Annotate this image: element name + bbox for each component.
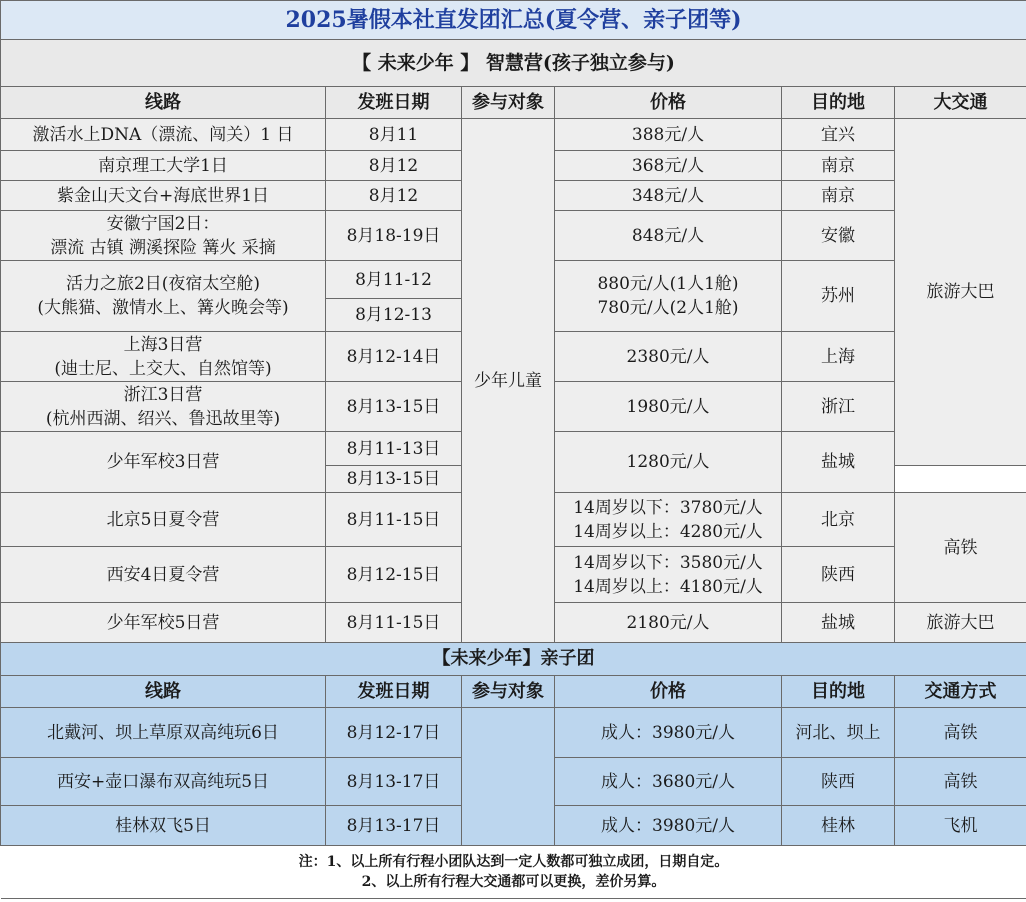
price-cell: 2180元/人 bbox=[555, 603, 782, 643]
route-cell: 桂林双飞5日 bbox=[1, 806, 326, 846]
route-line: 浙江3日营 bbox=[123, 384, 203, 405]
price-line: 880元/人(1人1舱) bbox=[597, 274, 739, 294]
date-cell: 8月13-15日 bbox=[326, 466, 462, 493]
transport-cell: 高铁 bbox=[895, 758, 1026, 806]
date-cell: 8月12 bbox=[326, 181, 462, 211]
price-cell: 1280元/人 bbox=[555, 432, 782, 493]
destination-cell: 桂林 bbox=[782, 806, 895, 846]
route-cell bbox=[1, 382, 326, 432]
route-line: 漂流 古镇 溯溪探险 篝火 采摘 bbox=[50, 237, 276, 258]
transport-cell: 旅游大巴 bbox=[895, 603, 1026, 643]
header-destination: 目的地 bbox=[782, 676, 895, 708]
price-cell bbox=[555, 261, 782, 332]
route-cell: 少年军校5日营 bbox=[1, 603, 326, 643]
destination-cell: 上海 bbox=[782, 332, 895, 382]
note-line: 注：1、以上所有行程小团队达到一定人数都可独立成团，日期自定。 bbox=[298, 854, 729, 870]
route-cell: 南京理工大学1日 bbox=[1, 151, 326, 181]
date-cell: 8月12-15日 bbox=[326, 547, 462, 603]
header-transport: 大交通 bbox=[895, 87, 1026, 119]
route-line: 上海3日营 bbox=[123, 334, 203, 355]
route-cell bbox=[1, 332, 326, 382]
route-cell: 西安+壶口瀑布双高纯玩5日 bbox=[1, 758, 326, 806]
transport-cell: 高铁 bbox=[895, 493, 1026, 603]
header-dates: 发班日期 bbox=[326, 87, 462, 119]
table-row bbox=[1, 119, 1026, 151]
date-cell: 8月13-17日 bbox=[326, 758, 462, 806]
price-line: 14周岁以上：4180元/人 bbox=[573, 576, 763, 597]
route-cell bbox=[1, 261, 326, 332]
section2-header-row bbox=[1, 676, 1026, 708]
route-line: 安徽宁国2日： bbox=[106, 213, 220, 234]
destination-cell: 盐城 bbox=[782, 432, 895, 493]
date-cell: 8月13-17日 bbox=[326, 806, 462, 846]
route-cell: 西安4日夏令营 bbox=[1, 547, 326, 603]
price-cell: 848元/人 bbox=[555, 211, 782, 261]
notes bbox=[1, 846, 1026, 899]
date-cell: 8月12 bbox=[326, 151, 462, 181]
date-cell: 8月11-15日 bbox=[326, 603, 462, 643]
route-line: (大熊猫、激情水上、篝火晚会等) bbox=[37, 298, 289, 318]
section2-heading: 【未来少年】亲子团 bbox=[1, 643, 1026, 676]
destination-cell: 陕西 bbox=[782, 547, 895, 603]
destination-cell: 浙江 bbox=[782, 382, 895, 432]
price-cell: 368元/人 bbox=[555, 151, 782, 181]
transport-cell: 高铁 bbox=[895, 708, 1026, 758]
route-line: (杭州西湖、绍兴、鲁迅故里等) bbox=[45, 408, 281, 429]
date-cell: 8月12-14日 bbox=[326, 332, 462, 382]
date-cell: 8月12-13 bbox=[326, 299, 462, 332]
date-cell: 8月11-15日 bbox=[326, 493, 462, 547]
sheet-title: 2025暑假本社直发团汇总(夏令营、亲子团等) bbox=[1, 1, 1026, 40]
price-cell: 1980元/人 bbox=[555, 382, 782, 432]
header-audience: 参与对象 bbox=[462, 87, 555, 119]
route-cell: 激活水上DNA（漂流、闯关）1 日 bbox=[1, 119, 326, 151]
price-cell: 成人：3980元/人 bbox=[555, 806, 782, 846]
header-route: 线路 bbox=[1, 87, 326, 119]
route-cell: 北京5日夏令营 bbox=[1, 493, 326, 547]
header-route: 线路 bbox=[1, 676, 326, 708]
price-cell bbox=[555, 493, 782, 547]
destination-cell: 陕西 bbox=[782, 758, 895, 806]
price-line: 780元/人(2人1舱) bbox=[597, 298, 739, 318]
destination-cell: 苏州 bbox=[782, 261, 895, 332]
header-price: 价格 bbox=[555, 676, 782, 708]
price-cell bbox=[555, 547, 782, 603]
price-cell: 成人：3980元/人 bbox=[555, 708, 782, 758]
section1-header-row bbox=[1, 87, 1026, 119]
table-row bbox=[1, 708, 1026, 758]
route-cell: 北戴河、坝上草原双高纯玩6日 bbox=[1, 708, 326, 758]
price-line: 14周岁以下：3780元/人 bbox=[573, 497, 763, 518]
date-cell: 8月11-12 bbox=[326, 261, 462, 299]
date-cell: 8月18-19日 bbox=[326, 211, 462, 261]
route-cell bbox=[1, 211, 326, 261]
date-cell: 8月13-15日 bbox=[326, 382, 462, 432]
price-cell: 348元/人 bbox=[555, 181, 782, 211]
transport-cell: 旅游大巴 bbox=[895, 119, 1026, 466]
header-destination: 目的地 bbox=[782, 87, 895, 119]
header-transport: 交通方式 bbox=[895, 676, 1026, 708]
destination-cell: 宜兴 bbox=[782, 119, 895, 151]
destination-cell: 安徽 bbox=[782, 211, 895, 261]
destination-cell: 河北、坝上 bbox=[782, 708, 895, 758]
date-cell: 8月12-17日 bbox=[326, 708, 462, 758]
section1-heading: 【 未来少年 】 智慧营(孩子独立参与) bbox=[1, 40, 1026, 87]
price-line: 14周岁以上：4280元/人 bbox=[573, 521, 763, 542]
destination-cell: 盐城 bbox=[782, 603, 895, 643]
destination-cell: 南京 bbox=[782, 151, 895, 181]
header-price: 价格 bbox=[555, 87, 782, 119]
destination-cell: 南京 bbox=[782, 181, 895, 211]
audience-cell bbox=[462, 708, 555, 846]
audience-cell: 少年儿童 bbox=[462, 119, 555, 643]
date-cell: 8月11-13日 bbox=[326, 432, 462, 466]
transport-cell: 飞机 bbox=[895, 806, 1026, 846]
header-dates: 发班日期 bbox=[326, 676, 462, 708]
destination-cell: 北京 bbox=[782, 493, 895, 547]
header-audience: 参与对象 bbox=[462, 676, 555, 708]
route-cell: 少年军校3日营 bbox=[1, 432, 326, 493]
route-line: (迪士尼、上交大、自然馆等) bbox=[54, 358, 272, 379]
price-cell: 2380元/人 bbox=[555, 332, 782, 382]
price-line: 14周岁以下：3580元/人 bbox=[573, 552, 763, 573]
note-line: 2、以上所有行程大交通都可以更换，差价另算。 bbox=[361, 874, 666, 890]
route-line: 活力之旅2日(夜宿太空舱) bbox=[65, 274, 261, 294]
date-cell: 8月11 bbox=[326, 119, 462, 151]
price-cell: 388元/人 bbox=[555, 119, 782, 151]
route-cell: 紫金山天文台+海底世界1日 bbox=[1, 181, 326, 211]
price-cell: 成人：3680元/人 bbox=[555, 758, 782, 806]
